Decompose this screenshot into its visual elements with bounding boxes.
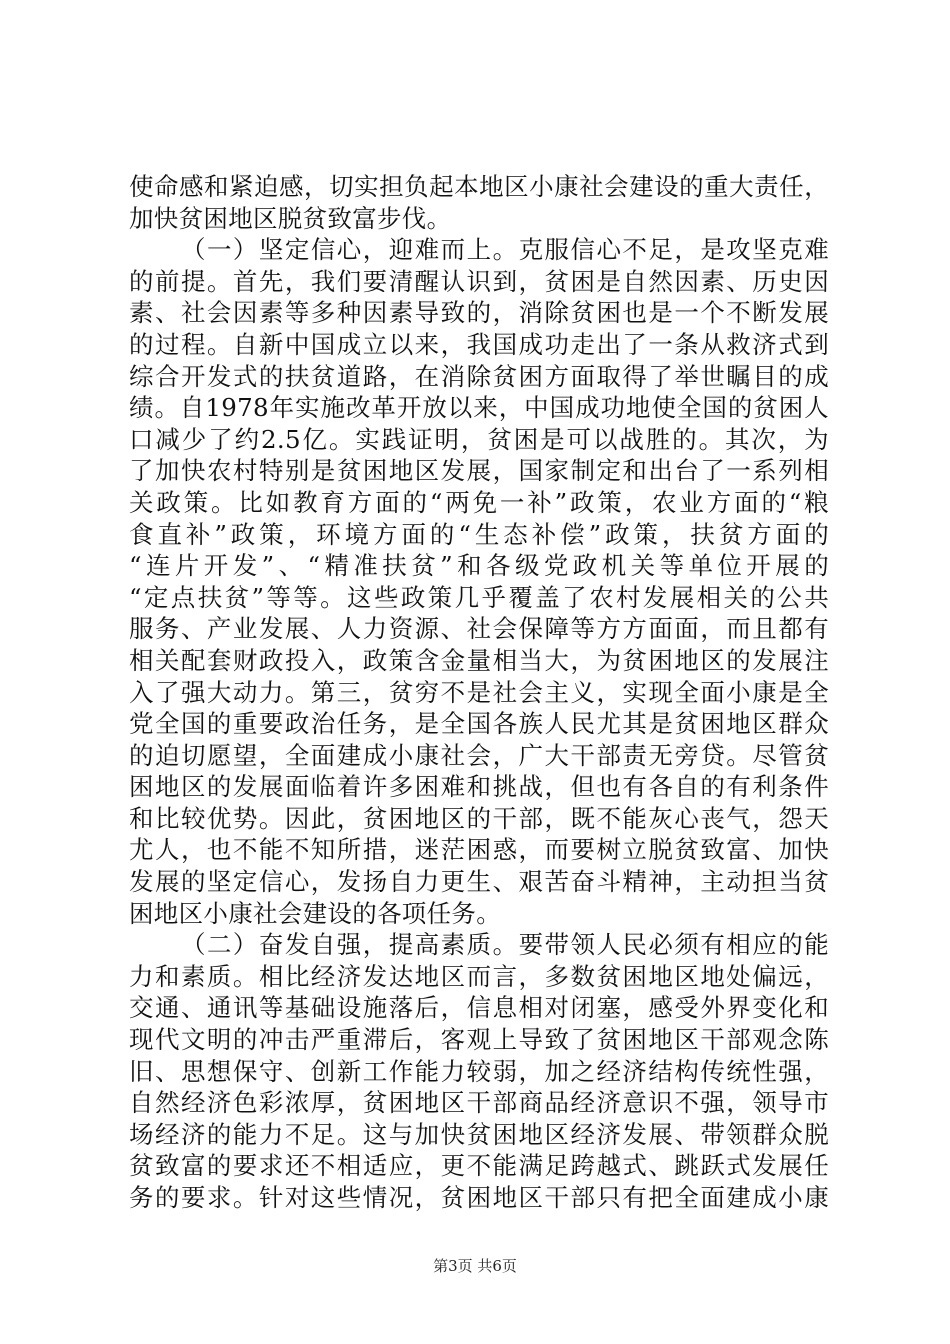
text-line: 食直补”政策，环境方面的“生态补偿”政策，扶贫方面的	[129, 519, 829, 549]
text-line: 困地区小康社会建设的各项任务。	[129, 898, 501, 928]
text-line: 口减少了约2.5亿。实践证明，贫困是可以战胜的。其次，为	[129, 424, 829, 454]
text-line: 绩。自1978年实施改革开放以来，中国成功地使全国的贫困人	[129, 393, 829, 423]
page-footer: 第3页 共6页	[433, 1257, 517, 1275]
text-line: 交通、通讯等基础设施落后，信息相对闭塞，感受外界变化和	[129, 993, 829, 1023]
text-line: “连片开发”、“精准扶贫”和各级党政机关等单位开展的	[129, 551, 829, 581]
text-line: 服务、产业发展、人力资源、社会保障等方方面面，而且都有	[129, 614, 829, 644]
text-line: 党全国的重要政治任务，是全国各族人民尤其是贫困地区群众	[129, 709, 829, 739]
text-line: 务的要求。针对这些情况，贫困地区干部只有把全面建成小康	[129, 1183, 829, 1212]
text-line: 综合开发式的扶贫道路，在消除贫困方面取得了举世瞩目的成	[129, 361, 829, 391]
text-line: 发展的坚定信心，发扬自力更生、艰苦奋斗精神，主动担当贫	[129, 867, 829, 897]
text-line: 相关配套财政投入，政策含金量相当大，为贫困地区的发展注	[129, 645, 829, 675]
text-line: 了加快农村特别是贫困地区发展，国家制定和出台了一系列相	[129, 456, 829, 486]
text-line: 加快贫困地区脱贫致富步伐。	[129, 203, 452, 233]
text-line: 场经济的能力不足。这与加快贫困地区经济发展、带领群众脱	[129, 1119, 829, 1149]
text-line: 困地区的发展面临着许多困难和挑战，但也有各自的有利条件	[129, 772, 829, 802]
body-text	[129, 171, 829, 1214]
text-line: 使命感和紧迫感，切实担负起本地区小康社会建设的重大责任，	[129, 172, 829, 201]
text-line: “定点扶贫”等等。这些政策几乎覆盖了农村发展相关的公共	[129, 582, 829, 612]
text-line: 的迫切愿望，全面建成小康社会，广大干部责无旁贷。尽管贫	[129, 740, 829, 770]
text-line: （二）奋发自强，提高素质。要带领人民必须有相应的能	[181, 930, 829, 960]
text-line: 的前提。首先，我们要清醒认识到，贫困是自然因素、历史因	[129, 266, 829, 296]
text-line: 力和素质。相比经济发达地区而言，多数贫困地区地处偏远，	[129, 961, 829, 991]
text-line: 的过程。自新中国成立以来，我国成功走出了一条从救济式到	[129, 329, 829, 359]
text-line: 尤人，也不能不知所措，迷茫困惑，而要树立脱贫致富、加快	[129, 835, 829, 865]
text-line: 和比较优势。因此，贫困地区的干部，既不能灰心丧气，怨天	[129, 803, 829, 833]
text-line: 贫致富的要求还不相适应，更不能满足跨越式、跳跃式发展任	[129, 1151, 829, 1181]
text-line: （一）坚定信心，迎难而上。克服信心不足，是攻坚克难	[181, 235, 829, 265]
text-line: 自然经济色彩浓厚，贫困地区干部商品经济意识不强，领导市	[129, 1088, 829, 1118]
text-line: 素、社会因素等多种因素导致的，消除贫困也是一个不断发展	[129, 298, 829, 328]
text-line: 现代文明的冲击严重滞后，客观上导致了贫困地区干部观念陈	[129, 1025, 829, 1055]
text-line: 旧、思想保守、创新工作能力较弱，加之经济结构传统性强，	[129, 1056, 829, 1086]
text-line: 入了强大动力。第三，贫穷不是社会主义，实现全面小康是全	[129, 677, 829, 707]
text-line: 关政策。比如教育方面的“两免一补”政策，农业方面的“粮	[129, 487, 829, 517]
